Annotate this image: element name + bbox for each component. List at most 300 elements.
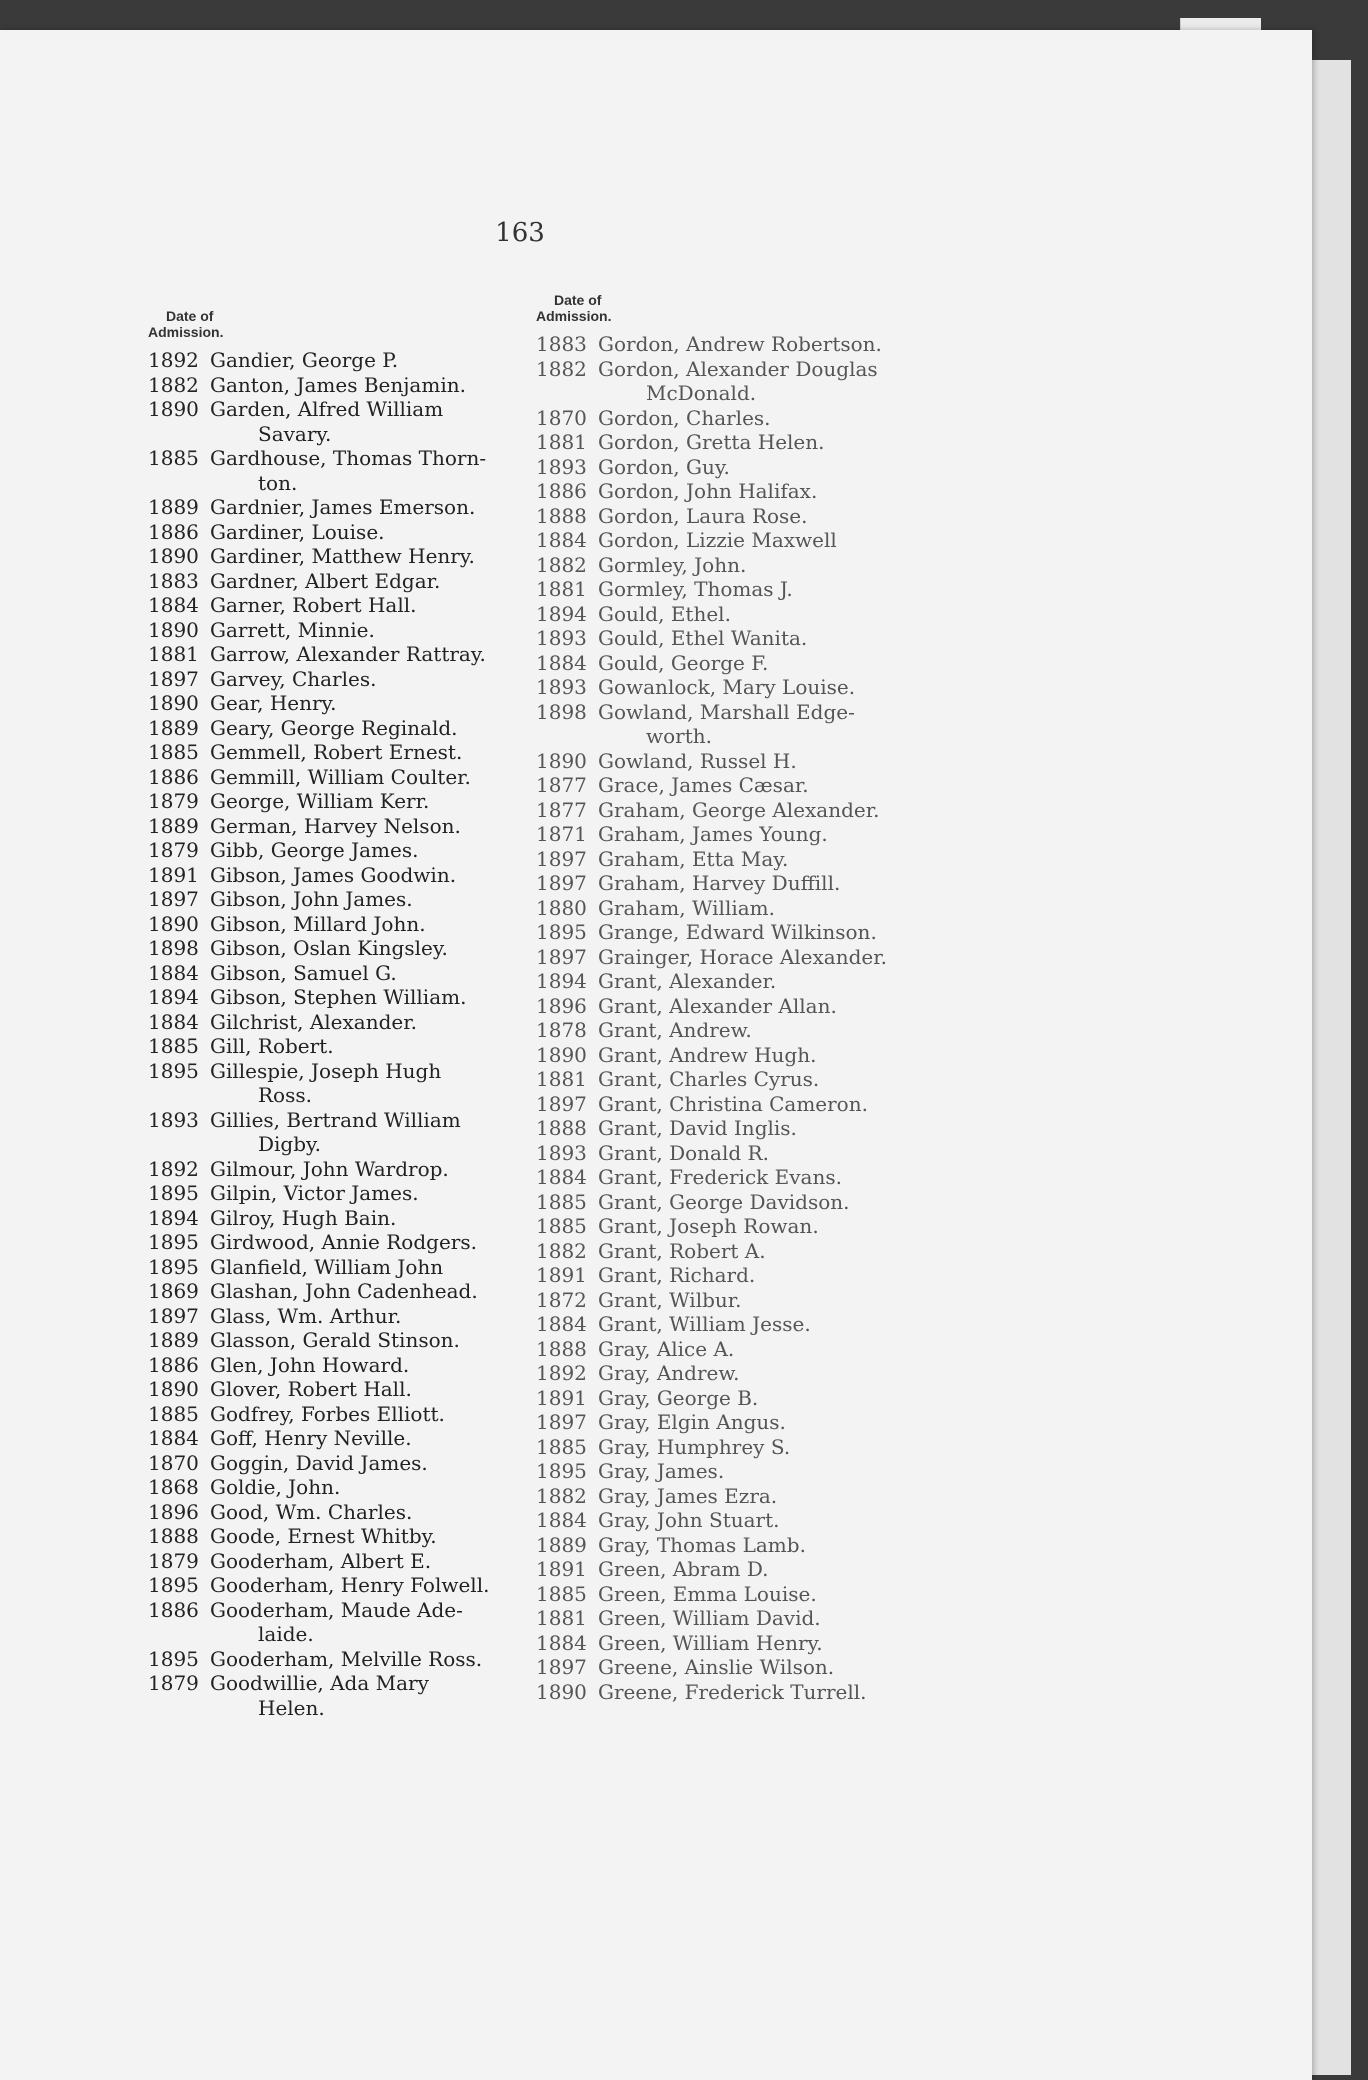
member-name: Grant, Joseph Rowan.	[598, 1214, 819, 1238]
admission-year: 1891	[148, 862, 199, 887]
admission-year: 1885	[148, 740, 199, 764]
member-name: Goggin, David James.	[210, 1450, 428, 1475]
member-name: Glass, Wm. Arthur.	[210, 1303, 402, 1328]
admission-year: 1894	[148, 1205, 199, 1230]
list-item	[148, 716, 568, 741]
admission-year: 1894	[536, 969, 587, 993]
admission-year: 1882	[536, 1238, 587, 1263]
member-name: Grant, Andrew Hugh.	[598, 1042, 817, 1067]
member-name: Gemmill, William Coulter.	[210, 764, 471, 789]
list-item	[148, 1181, 568, 1206]
admission-year: 1894	[148, 985, 199, 1009]
member-name: Grant, Donald R.	[598, 1140, 769, 1165]
admission-year: 1882	[148, 372, 199, 397]
member-name: Grace, James Cæsar.	[598, 773, 809, 797]
admission-year: 1884	[536, 1508, 587, 1532]
list-item	[148, 1353, 568, 1378]
list-item	[536, 651, 986, 676]
admission-year: 1881	[536, 1067, 587, 1091]
member-name: Gooderham, Henry Folwell.	[210, 1573, 490, 1597]
list-item	[536, 406, 986, 431]
member-name: Gooderham, Albert E.	[210, 1548, 432, 1573]
admission-year: 1885	[536, 1434, 587, 1459]
name-continuation: worth.	[646, 724, 712, 748]
member-name: Graham, James Young.	[598, 822, 828, 846]
admission-year: 1884	[148, 960, 199, 985]
list-item	[148, 1034, 568, 1059]
member-name: Green, Abram D.	[598, 1557, 769, 1581]
list-item	[536, 1361, 986, 1386]
name-continuation: McDonald.	[646, 381, 757, 405]
admission-year: 1893	[536, 675, 587, 699]
list-item	[536, 1141, 986, 1166]
list-item	[536, 1043, 986, 1068]
member-name: Gibson, John James.	[210, 887, 413, 911]
member-name: Green, Emma Louise.	[598, 1581, 817, 1606]
admission-year: 1895	[148, 1646, 199, 1671]
admission-year: 1881	[536, 577, 587, 601]
member-name: Grainger, Horace Alexander.	[598, 944, 887, 969]
admission-year: 1884	[536, 1165, 587, 1189]
member-name: Gandier, George P.	[210, 348, 399, 372]
list-item	[148, 1451, 568, 1476]
list-item	[536, 1680, 986, 1705]
list-item	[148, 373, 568, 398]
member-name: German, Harvey Nelson.	[210, 813, 461, 838]
member-name: Gowland, Russel H.	[598, 748, 797, 773]
member-name: Gibson, Samuel G.	[210, 960, 397, 985]
list-item	[148, 1328, 568, 1353]
list-item	[148, 544, 568, 569]
list-item	[148, 1524, 568, 1549]
admission-year: 1883	[148, 568, 199, 593]
admission-year: 1879	[148, 789, 199, 813]
member-name: Gormley, John.	[598, 552, 747, 577]
list-item	[536, 1582, 986, 1607]
list-item	[148, 520, 568, 545]
member-name: Gardner, Albert Edgar.	[210, 568, 441, 593]
admission-year: 1870	[148, 1450, 199, 1475]
list-item	[536, 1435, 986, 1460]
admission-year: 1877	[536, 773, 587, 797]
list-item	[536, 1557, 986, 1582]
list-item	[148, 1108, 568, 1157]
member-name: Gormley, Thomas J.	[598, 577, 793, 601]
member-name: Glashan, John Cadenhead.	[210, 1279, 478, 1303]
member-name: Green, William David.	[598, 1606, 821, 1630]
admission-year: 1889	[148, 813, 199, 838]
admission-year: 1881	[536, 1606, 587, 1630]
list-item	[148, 1402, 568, 1427]
list-item	[536, 700, 986, 749]
member-name: Gray, Thomas Lamb.	[598, 1532, 806, 1557]
member-name: Grant, William Jesse.	[598, 1312, 811, 1336]
member-name: Gardiner, Matthew Henry.	[210, 544, 475, 568]
member-name: Gray, James Ezra.	[598, 1483, 778, 1508]
list-item	[536, 749, 986, 774]
list-item	[148, 446, 568, 495]
member-name: Green, William Henry.	[598, 1630, 823, 1655]
member-name: Gray, Humphrey S.	[598, 1434, 791, 1459]
admission-year: 1871	[536, 822, 587, 846]
admission-year: 1885	[536, 1189, 587, 1214]
member-name: Gilchrist, Alexander.	[210, 1009, 417, 1034]
list-item	[148, 667, 568, 692]
name-continuation: Helen.	[258, 1695, 325, 1720]
member-name: Garrow, Alexander Rattray.	[210, 642, 486, 666]
admission-year: 1872	[536, 1287, 587, 1312]
admission-year: 1897	[148, 887, 199, 911]
list-item	[148, 642, 568, 667]
list-item	[148, 1598, 568, 1647]
list-item	[536, 1337, 986, 1362]
member-name: Grant, Frederick Evans.	[598, 1165, 842, 1189]
admission-year: 1897	[148, 1303, 199, 1328]
list-item	[148, 397, 568, 446]
list-item	[536, 920, 986, 945]
member-name: Graham, William.	[598, 895, 775, 920]
member-name: Good, Wm. Charles.	[210, 1499, 413, 1524]
member-name: Graham, Harvey Duffill.	[598, 871, 841, 895]
list-item	[536, 1533, 986, 1558]
list-item	[536, 528, 986, 553]
list-item	[536, 1067, 986, 1092]
member-name: Garner, Robert Hall.	[210, 593, 417, 617]
list-item	[148, 1426, 568, 1451]
member-name: Graham, George Alexander.	[598, 797, 880, 822]
list-item	[536, 1263, 986, 1288]
page-number: 163	[495, 218, 545, 248]
admission-year: 1898	[148, 936, 199, 960]
member-name: Gray, George B.	[598, 1385, 759, 1410]
right-column-header	[536, 292, 611, 324]
member-name: Geary, George Reginald.	[210, 715, 458, 740]
member-name: Goldie, John.	[210, 1475, 341, 1499]
admission-year: 1878	[536, 1018, 587, 1042]
admission-year: 1895	[148, 1181, 199, 1205]
list-item	[536, 577, 986, 602]
list-item	[536, 430, 986, 455]
member-name: Gray, Alice A.	[598, 1336, 735, 1361]
list-item	[536, 675, 986, 700]
list-item	[536, 1092, 986, 1117]
admission-year: 1897	[536, 1655, 587, 1679]
admission-year: 1885	[148, 446, 199, 470]
list-item	[536, 504, 986, 529]
admission-year: 1897	[536, 871, 587, 895]
admission-year: 1884	[536, 1630, 587, 1655]
list-item	[536, 822, 986, 847]
admission-year: 1891	[536, 1385, 587, 1410]
member-name: Gowland, Marshall Edge-	[598, 699, 855, 724]
member-name: Glasson, Gerald Stinson.	[210, 1328, 460, 1352]
list-item	[536, 1312, 986, 1337]
admission-year: 1882	[536, 356, 587, 381]
admission-year: 1884	[536, 528, 587, 552]
admission-year: 1888	[148, 1524, 199, 1548]
member-name: Grant, Christina Cameron.	[598, 1091, 868, 1116]
name-continuation: Savary.	[258, 421, 332, 446]
list-item	[148, 593, 568, 618]
list-item	[148, 1304, 568, 1329]
member-name: Gillespie, Joseph Hugh	[210, 1058, 442, 1083]
list-item	[148, 912, 568, 937]
admission-year: 1890	[148, 911, 199, 936]
list-item	[536, 1018, 986, 1043]
admission-year: 1893	[536, 626, 587, 650]
admission-year: 1870	[536, 405, 587, 430]
list-item	[148, 1255, 568, 1280]
header-line-2: Admission.	[148, 324, 224, 340]
admission-year: 1890	[148, 691, 199, 715]
list-item	[536, 1239, 986, 1264]
list-item	[536, 1410, 986, 1435]
member-name: Gilmour, John Wardrop.	[210, 1156, 449, 1181]
admission-year: 1884	[148, 1009, 199, 1034]
list-item	[536, 871, 986, 896]
member-name: Gordon, Lizzie Maxwell	[598, 528, 837, 552]
admission-year: 1890	[148, 1377, 199, 1401]
list-item	[148, 1206, 568, 1231]
admission-year: 1897	[536, 846, 587, 871]
admission-year: 1894	[536, 601, 587, 626]
admission-year: 1890	[148, 397, 199, 421]
admission-year: 1897	[536, 944, 587, 969]
list-item	[536, 553, 986, 578]
name-continuation: ton.	[258, 470, 298, 495]
member-name: Ganton, James Benjamin.	[210, 372, 466, 397]
header-line-2: Admission.	[536, 308, 612, 324]
list-item	[148, 1671, 568, 1720]
list-item	[536, 479, 986, 504]
member-name: Gibson, Millard John.	[210, 911, 426, 936]
member-name: Grant, David Inglis.	[598, 1116, 797, 1140]
admission-year: 1898	[536, 699, 587, 724]
left-column-header	[148, 308, 223, 340]
list-item	[536, 945, 986, 970]
admission-year: 1882	[536, 1483, 587, 1508]
member-name: Gilpin, Victor James.	[210, 1181, 419, 1205]
member-name: Garrett, Minnie.	[210, 617, 375, 642]
admission-year: 1885	[536, 1581, 587, 1606]
member-name: Grange, Edward Wilkinson.	[598, 920, 877, 944]
admission-year: 1891	[536, 1557, 587, 1581]
admission-year: 1888	[536, 1116, 587, 1140]
admission-year: 1884	[536, 1312, 587, 1336]
admission-year: 1889	[148, 715, 199, 740]
admission-year: 1869	[148, 1279, 199, 1303]
member-name: Gould, Ethel Wanita.	[598, 626, 808, 650]
member-name: Gordon, Laura Rose.	[598, 503, 808, 528]
member-name: Girdwood, Annie Rodgers.	[210, 1230, 477, 1254]
list-item	[536, 1288, 986, 1313]
member-name: Gordon, Andrew Robertson.	[598, 332, 882, 356]
name-continuation: Digby.	[258, 1132, 322, 1156]
list-item	[148, 789, 568, 814]
admission-year: 1891	[536, 1263, 587, 1287]
member-name: Goodwillie, Ada Mary	[210, 1671, 429, 1695]
name-continuation: laide.	[258, 1622, 314, 1646]
list-item	[148, 1500, 568, 1525]
member-name: Gemmell, Robert Ernest.	[210, 740, 463, 764]
member-name: Gardiner, Louise.	[210, 519, 385, 544]
admission-year: 1889	[148, 1328, 199, 1352]
admission-year: 1886	[536, 479, 587, 503]
header-line-1: Date of	[166, 308, 214, 324]
list-item	[148, 814, 568, 839]
list-item	[148, 961, 568, 986]
member-name: Gear, Henry.	[210, 691, 337, 715]
member-name: Gooderham, Melville Ross.	[210, 1646, 483, 1671]
list-item	[148, 1647, 568, 1672]
member-name: Gould, Ethel.	[598, 601, 731, 626]
admission-year: 1890	[148, 617, 199, 642]
admission-year: 1879	[148, 1671, 199, 1695]
member-name: Gibb, George James.	[210, 838, 419, 862]
member-name: Gibson, James Goodwin.	[210, 862, 457, 887]
member-name: Garvey, Charles.	[210, 666, 377, 691]
admission-year: 1879	[148, 1548, 199, 1573]
admission-year: 1881	[148, 642, 199, 666]
admission-year: 1889	[536, 1532, 587, 1557]
list-item	[148, 887, 568, 912]
member-name: Grant, Robert A.	[598, 1238, 766, 1263]
admission-year: 1883	[536, 332, 587, 356]
member-name: Grant, Charles Cyrus.	[598, 1067, 820, 1091]
list-item	[148, 1377, 568, 1402]
admission-year: 1896	[148, 1499, 199, 1524]
admission-year: 1888	[536, 503, 587, 528]
list-item	[148, 863, 568, 888]
admission-year: 1893	[536, 1140, 587, 1165]
admission-year: 1893	[536, 454, 587, 479]
list-item	[536, 1386, 986, 1411]
list-item	[148, 1279, 568, 1304]
member-name: Gibson, Stephen William.	[210, 985, 467, 1009]
member-name: Greene, Frederick Turrell.	[598, 1679, 867, 1704]
member-name: Greene, Ainslie Wilson.	[598, 1655, 835, 1679]
member-name: Gilroy, Hugh Bain.	[210, 1205, 397, 1230]
admission-year: 1888	[536, 1336, 587, 1361]
admission-year: 1892	[536, 1361, 587, 1385]
list-item	[536, 1165, 986, 1190]
member-name: Grant, Andrew.	[598, 1018, 752, 1042]
member-name: Gould, George F.	[598, 650, 769, 675]
admission-year: 1877	[536, 797, 587, 822]
list-item	[148, 1059, 568, 1108]
admission-year: 1886	[148, 1597, 199, 1622]
member-name: Grant, George Davidson.	[598, 1189, 850, 1214]
member-name: Gray, James.	[598, 1459, 725, 1483]
list-item	[536, 1116, 986, 1141]
member-name: Graham, Etta May.	[598, 846, 789, 871]
list-item	[536, 798, 986, 823]
admission-year: 1885	[536, 1214, 587, 1238]
member-name: Gordon, Alexander Douglas	[598, 356, 878, 381]
member-name: Grant, Richard.	[598, 1263, 756, 1287]
member-name: Gray, John Stuart.	[598, 1508, 780, 1532]
admission-year: 1881	[536, 430, 587, 454]
member-name: Glen, John Howard.	[210, 1352, 410, 1377]
list-item	[148, 936, 568, 961]
member-name: Gordon, John Halifax.	[598, 479, 818, 503]
list-item	[148, 569, 568, 594]
list-item	[536, 969, 986, 994]
list-item	[536, 1459, 986, 1484]
list-item	[148, 740, 568, 765]
admission-year: 1897	[148, 666, 199, 691]
list-item	[148, 838, 568, 863]
left-entry-list	[148, 348, 568, 1720]
admission-year: 1897	[536, 1410, 587, 1434]
admission-year: 1895	[536, 920, 587, 944]
member-name: Goff, Henry Neville.	[210, 1426, 412, 1450]
member-name: Gordon, Guy.	[598, 454, 730, 479]
list-item	[148, 1549, 568, 1574]
list-item	[148, 691, 568, 716]
member-name: Gardhouse, Thomas Thorn-	[210, 446, 487, 470]
member-name: Grant, Alexander Allan.	[598, 993, 837, 1018]
list-item	[536, 773, 986, 798]
list-item	[536, 1606, 986, 1631]
admission-year: 1884	[148, 1426, 199, 1450]
admission-year: 1897	[536, 1091, 587, 1116]
list-item	[148, 495, 568, 520]
member-name: Gordon, Charles.	[598, 405, 771, 430]
list-item	[148, 348, 568, 373]
admission-year: 1886	[148, 1352, 199, 1377]
list-item	[536, 1508, 986, 1533]
admission-year: 1884	[536, 650, 587, 675]
member-name: Garden, Alfred William	[210, 397, 444, 421]
admission-year: 1890	[536, 1042, 587, 1067]
member-name: Grant, Alexander.	[598, 969, 777, 993]
admission-year: 1892	[148, 1156, 199, 1181]
admission-year: 1890	[536, 748, 587, 773]
list-item	[536, 1655, 986, 1680]
admission-year: 1895	[148, 1254, 199, 1279]
admission-year: 1880	[536, 895, 587, 920]
admission-year: 1868	[148, 1475, 199, 1499]
member-name: Gray, Andrew.	[598, 1361, 740, 1385]
member-name: Gill, Robert.	[210, 1034, 334, 1058]
admission-year: 1889	[148, 495, 199, 519]
member-name: Gray, Elgin Angus.	[598, 1410, 786, 1434]
admission-year: 1893	[148, 1107, 199, 1132]
list-item	[536, 1214, 986, 1239]
list-item	[148, 985, 568, 1010]
member-name: Gillies, Bertrand William	[210, 1107, 461, 1132]
member-name: Gibson, Oslan Kingsley.	[210, 936, 448, 960]
member-name: Godfrey, Forbes Elliott.	[210, 1401, 445, 1426]
list-item	[536, 896, 986, 921]
admission-year: 1895	[536, 1459, 587, 1483]
list-item	[148, 1475, 568, 1500]
member-name: Gardnier, James Emerson.	[210, 495, 476, 519]
list-item	[148, 765, 568, 790]
admission-year: 1886	[148, 764, 199, 789]
list-item	[148, 1573, 568, 1598]
admission-year: 1890	[148, 544, 199, 568]
list-item	[148, 1010, 568, 1035]
admission-year: 1884	[148, 593, 199, 617]
right-entry-list	[536, 332, 986, 1704]
list-item	[148, 1157, 568, 1182]
admission-year: 1896	[536, 993, 587, 1018]
list-item	[536, 602, 986, 627]
member-name: Gooderham, Maude Ade-	[210, 1597, 463, 1622]
list-item	[536, 994, 986, 1019]
